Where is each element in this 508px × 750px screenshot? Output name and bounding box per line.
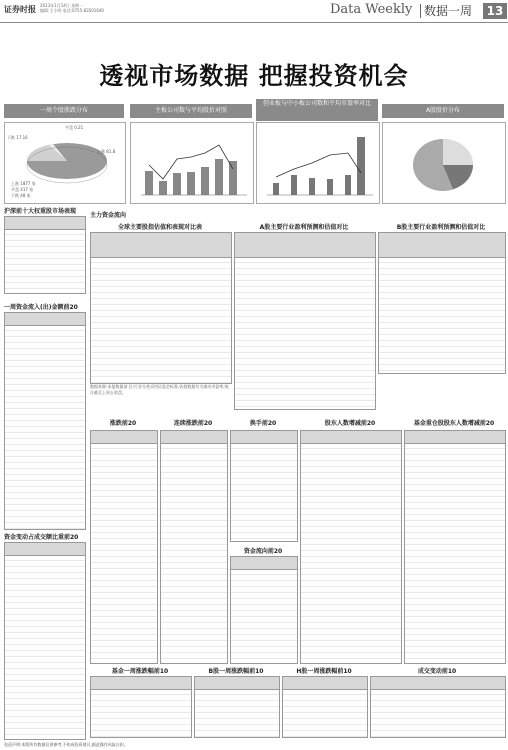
table-global-index [90, 232, 232, 384]
table-holders [300, 430, 402, 664]
table-fund-weekly [90, 676, 192, 738]
table-volume-change [370, 676, 506, 738]
legend-down: 下跌 [11, 193, 19, 198]
table-fund-ratio [4, 542, 86, 740]
table-top20-change [90, 430, 158, 664]
legend-up-value: 1877 家 [20, 181, 36, 186]
main-board-chart-panel [130, 122, 254, 204]
main-board-bar-chart [131, 123, 253, 203]
bar-price-distribution: A股股价分布 [382, 104, 504, 118]
table-turnover [230, 430, 298, 542]
footer-disclaimer: 免责声明:本版所有数据仅供参考,不构成投资建议,据此操作风险自担。 [4, 742, 128, 747]
editor-line: 编辑:王小明 电话:0755-83501640 [40, 8, 104, 13]
newspaper-logo: 证券时报 [4, 5, 36, 14]
pie-label-down: 下跌 17.16 [7, 135, 28, 140]
title-h-weekly: H股一周涨跌幅前10 [296, 668, 352, 675]
title-a-share-industry: A股主要行业盈利预测和估值对比 [259, 224, 349, 231]
section-top10-weights: 沪深前十大权重股市场表现 [4, 208, 77, 215]
table-fund-flow [4, 312, 86, 530]
headline: 透视市场数据 把握投资机会 [99, 62, 409, 90]
title-volume-change: 成交变动前10 [417, 668, 457, 675]
table-b-weekly [194, 676, 280, 738]
section-main-fund: 主力资金流向 [90, 212, 127, 219]
table-a-share-industry [234, 232, 376, 410]
table-top10-weights [4, 216, 86, 294]
title-b-share-industry: B股主要行业盈利预测和估值对比 [396, 224, 486, 231]
section-fund-ratio: 资金变动占成交额比重前20 [4, 534, 79, 541]
section-fund-flow: 一周资金流入(出)金额前20 [4, 304, 78, 311]
title-top20-change: 涨跌前20 [109, 420, 137, 427]
page-number: 13 [483, 3, 507, 19]
header-subline [40, 3, 104, 13]
title-fund-holders: 基金重仓股股东人数增减前20 [413, 420, 495, 427]
bar-gem-sme: 创业板与中小板公司数和平均市盈率对比 [256, 99, 378, 121]
date-line: 2013年1月14日 星期一 [40, 3, 84, 8]
title-holders: 股东人数增减前20 [324, 420, 376, 427]
title-divider [420, 4, 421, 18]
table-b-share-industry [378, 232, 506, 374]
legend-flat-value: 417 家 [20, 187, 34, 192]
data-weekly-title: Data Weekly [330, 2, 413, 17]
price-pie-panel [382, 122, 506, 204]
pie-legend [11, 181, 36, 199]
table-fund-flow-20 [230, 556, 298, 664]
bar-main-board: 主板公司数与平均股价对照 [130, 104, 252, 118]
title-fund-weekly: 基金一周涨跌幅前10 [111, 668, 169, 675]
title-consecutive: 连续涨跌前20 [173, 420, 213, 427]
title-b-weekly: B股一周涨跌幅前10 [208, 668, 264, 675]
table-consecutive [160, 430, 228, 664]
notes-text: 数据来源:本报数据部 注:行业分类采用证监会标准,估值数据均为滚动市盈率,统计截至上周五收盘。 [90, 384, 229, 395]
gem-sme-bar-chart [257, 123, 379, 203]
table-h-weekly [282, 676, 368, 738]
legend-up: 上涨 [11, 181, 19, 186]
pie-label-flat: 平盘 0.21 [65, 125, 84, 130]
legend-flat: 平盘 [11, 187, 19, 192]
bar-stock-distribution: 一周个股涨跌分布 [4, 104, 124, 118]
title-turnover: 换手前20 [249, 420, 277, 427]
title-global-index: 全球主要股指估值和表现对比表 [117, 224, 202, 231]
legend-down-value: 48 家 [20, 193, 31, 198]
gem-sme-chart-panel [256, 122, 380, 204]
price-pie-chart [383, 123, 505, 203]
table-fund-holders [404, 430, 506, 664]
pie-chart-panel [4, 122, 126, 204]
title-fund-flow-20: 资金流向前20 [243, 548, 283, 555]
data-weekly-cn: 数据一周 [424, 4, 473, 18]
pie-label-up: 上涨 81.8 [97, 149, 116, 154]
